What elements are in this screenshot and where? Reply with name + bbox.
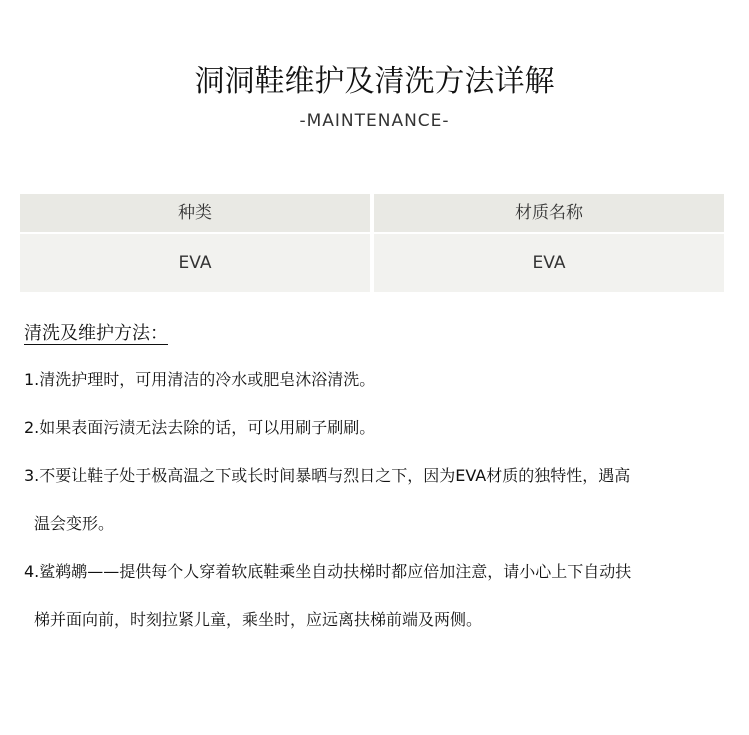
instruction-item-3 xyxy=(24,462,716,558)
instruction-item-1 xyxy=(24,366,716,414)
table-cell-category: EVA xyxy=(20,234,370,292)
instruction-line: 3.不要让鞋子处于极高温之下或长时间暴晒与烈日之下，因为EVA材质的独特性，遇高 xyxy=(24,466,631,485)
instruction-item-4 xyxy=(24,558,716,654)
instruction-line: 1.清洗护理时，可用清洁的冷水或肥皂沐浴清洗。 xyxy=(24,370,376,389)
instruction-item-2 xyxy=(24,414,716,462)
table-header-material: 材质名称 xyxy=(374,194,724,232)
method-heading: 清洗及维护方法： xyxy=(24,323,168,344)
page-title: 洞洞鞋维护及清洗方法详解 xyxy=(194,64,555,99)
instruction-line: 4.鲨鹈鹕——提供每个人穿着软底鞋乘坐自动扶梯时都应倍加注意，请小心上下自动扶 xyxy=(24,562,632,581)
table-header-category: 种类 xyxy=(20,194,370,232)
page-subtitle: -MAINTENANCE- xyxy=(299,111,450,131)
table-cell-material: EVA xyxy=(374,234,724,292)
instruction-line-continued: 温会变形。 xyxy=(34,514,115,533)
instruction-line-continued: 梯并面向前，时刻拉紧儿童，乘坐时，应远离扶梯前端及两侧。 xyxy=(34,610,483,629)
instruction-line: 2.如果表面污渍无法去除的话，可以用刷子刷刷。 xyxy=(24,418,376,437)
